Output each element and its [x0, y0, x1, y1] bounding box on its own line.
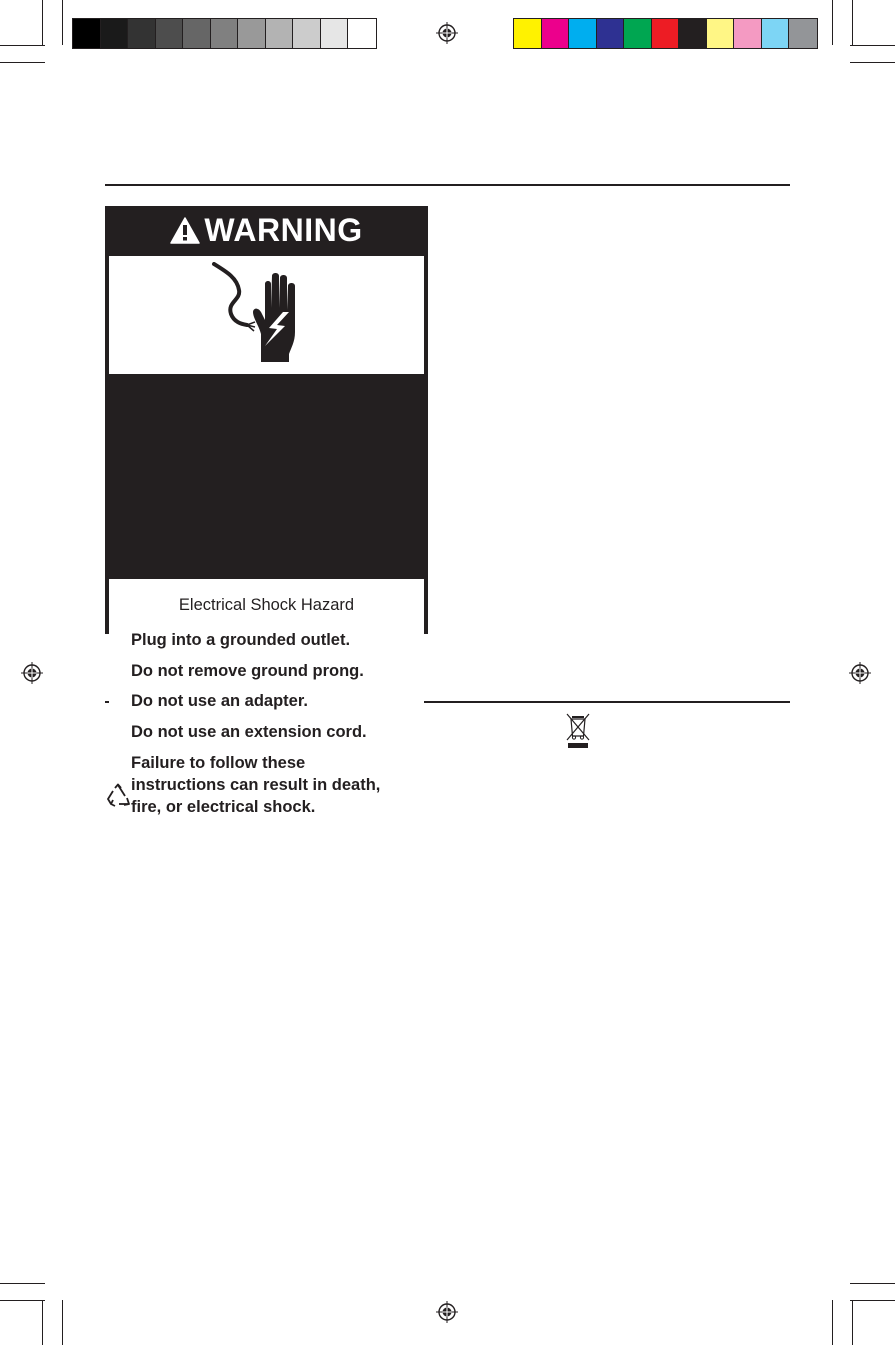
- color-swatch: [762, 19, 790, 48]
- color-swatch: [624, 19, 652, 48]
- color-swatch: [128, 19, 156, 48]
- color-swatch: [707, 19, 735, 48]
- color-swatch: [183, 19, 211, 48]
- registration-mark-icon: [21, 662, 43, 684]
- crop-mark: [0, 1300, 45, 1301]
- crop-mark: [62, 1300, 63, 1345]
- instruction-line: Do not use an extension cord.: [131, 723, 367, 741]
- hazard-symbol-panel: [109, 256, 424, 374]
- color-swatch: [652, 19, 680, 48]
- alert-triangle-icon: [170, 217, 200, 244]
- registration-mark-icon: [436, 22, 458, 44]
- grayscale-calibration-strip: [72, 18, 377, 49]
- color-swatch: [348, 19, 376, 48]
- warning-header: [105, 206, 428, 254]
- crop-mark: [852, 1300, 853, 1345]
- color-swatch: [569, 19, 597, 48]
- consequence-line: Failure to follow these: [131, 754, 306, 772]
- color-swatch: [266, 19, 294, 48]
- registration-mark-icon: [849, 662, 871, 684]
- warning-label: [105, 206, 428, 816]
- hazard-title: Electrical Shock Hazard: [178, 596, 355, 614]
- color-swatch: [101, 19, 129, 48]
- crop-mark: [832, 0, 833, 45]
- electric-shock-hand-icon: [209, 262, 319, 368]
- crop-mark: [42, 0, 43, 45]
- recycle-icon: [105, 783, 131, 809]
- crop-mark: [852, 0, 853, 45]
- color-swatch: [542, 19, 570, 48]
- color-swatch: [73, 19, 101, 48]
- section-rule-top: [105, 184, 790, 186]
- color-swatch: [789, 19, 817, 48]
- crop-mark: [850, 1283, 895, 1284]
- color-swatch: [597, 19, 625, 48]
- crop-mark: [850, 1300, 895, 1301]
- consequence-line: fire, or electrical shock.: [131, 798, 316, 816]
- crop-mark: [832, 1300, 833, 1345]
- consequence-line: instructions can result in death,: [131, 776, 381, 794]
- crop-mark: [0, 45, 45, 46]
- warning-title: WARNING: [204, 211, 363, 248]
- color-swatch: [211, 19, 239, 48]
- instruction-line: Do not remove ground prong.: [131, 662, 364, 680]
- color-swatch: [238, 19, 266, 48]
- crop-mark: [0, 1283, 45, 1284]
- crop-mark: [42, 1300, 43, 1345]
- crop-mark: [62, 0, 63, 45]
- crossed-out-wheelie-bin-icon: [565, 712, 591, 750]
- crop-mark: [0, 62, 45, 63]
- instruction-line: Plug into a grounded outlet.: [131, 631, 351, 649]
- color-swatch: [514, 19, 542, 48]
- color-calibration-strip: [513, 18, 818, 49]
- color-swatch: [156, 19, 184, 48]
- color-swatch: [321, 19, 349, 48]
- color-swatch: [734, 19, 762, 48]
- color-swatch: [293, 19, 321, 48]
- registration-mark-icon: [436, 1301, 458, 1323]
- hazard-text-panel: [109, 579, 424, 835]
- crop-mark: [850, 45, 895, 46]
- color-swatch: [679, 19, 707, 48]
- crop-mark: [850, 62, 895, 63]
- instruction-line: Do not use an adapter.: [131, 692, 308, 710]
- consequence-text: [131, 752, 421, 818]
